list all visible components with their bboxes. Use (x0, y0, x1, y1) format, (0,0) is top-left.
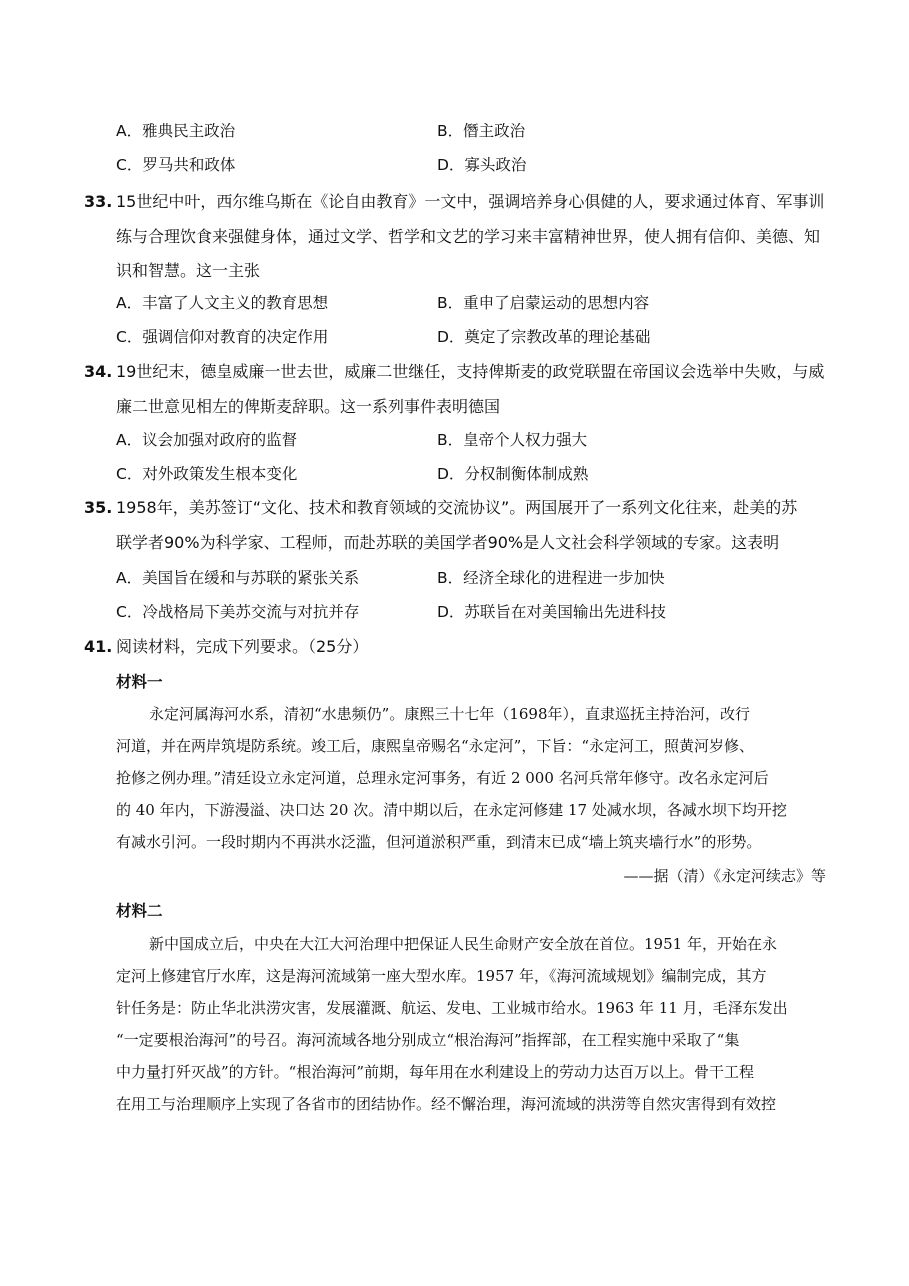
material-1-line-4: 的 40 年内，下游漫溢、决口达 20 次。清中期以后，在永定河修建 17 处减水坝，各减水坝下均开挖 (116, 801, 787, 819)
material-2-line-1: 新中国成立后，中央在大江大河治理中把保证人民生命财产安全放在首位。1951 年，开始在永 (149, 935, 777, 953)
q34-option-d[interactable]: D．分权制衡体制成熟 (437, 465, 589, 483)
material-2-line-3: 针任务是：防止华北洪涝灾害，发展灌溉、航运、发电、工业城市给水。1963 年 11 月，毛泽东发出 (116, 999, 788, 1017)
q34-number: 34. (84, 362, 113, 381)
q35-option-b[interactable]: B．经济全球化的进程进一步加快 (437, 569, 665, 587)
q32-option-a[interactable]: A．雅典民主政治 (116, 122, 236, 140)
material-1-source: ——据（清）《永定河续志》等 (623, 867, 826, 885)
q35-option-a[interactable]: A．美国旨在缓和与苏联的紧张关系 (116, 569, 360, 587)
material-1-line-5: 有减水引河。一段时期内不再洪水泛滥，但河道淤积严重，到清末已成“墙上筑夹墙行水”的形势。 (116, 833, 762, 851)
q33-number: 33. (84, 192, 113, 211)
material-2-line-2: 定河上修建官厅水库，这是海河流域第一座大型水库。1957 年，《海河流域规划》编制完成，其方 (116, 967, 767, 985)
q41-number: 41. (84, 637, 113, 656)
q32-option-d[interactable]: D．寡头政治 (437, 156, 527, 174)
q41-stem: 阅读材料，完成下列要求。（25分） (116, 637, 369, 656)
q34-option-b[interactable]: B．皇帝个人权力强大 (437, 431, 588, 449)
q35-stem-line-2: 联学者90%为科学家、工程师，而赴苏联的美国学者90%是人文社会科学领域的专家。这表明 (116, 533, 780, 552)
q34-option-a[interactable]: A．议会加强对政府的监督 (116, 431, 298, 449)
material-2-line-5: 中力量打歼灭战”的方针。“根治海河”前期，每年用在水利建设上的劳动力达百万以上。骨干工程 (116, 1063, 755, 1081)
q33-stem-line-3: 识和智慧。这一主张 (116, 261, 261, 280)
q35-option-c[interactable]: C．冷战格局下美苏交流与对抗并存 (116, 603, 360, 621)
q34-option-c[interactable]: C．对外政策发生根本变化 (116, 465, 298, 483)
q33-option-c[interactable]: C．强调信仰对教育的决定作用 (116, 328, 329, 346)
material-2-line-4: “一定要根治海河”的号召。海河流域各地分别成立“根治海河”指挥部，在工程实施中采取了“集 (116, 1031, 740, 1049)
q33-option-d[interactable]: D．奠定了宗教改革的理论基础 (437, 328, 651, 346)
q34-stem-line-2: 廉二世意见相左的俾斯麦辞职。这一系列事件表明德国 (116, 397, 501, 416)
q35-option-d[interactable]: D．苏联旨在对美国输出先进科技 (437, 603, 666, 621)
q32-option-c[interactable]: C．罗马共和政体 (116, 156, 236, 174)
material-1-heading: 材料一 (116, 673, 163, 691)
q32-option-b[interactable]: B．僭主政治 (437, 122, 526, 140)
material-2-heading: 材料二 (116, 902, 163, 920)
material-1-line-1: 永定河属海河水系，清初“水患频仍”。康熙三十七年（1698年），直隶巡抚主持治河，改行 (149, 705, 751, 723)
q35-number: 35. (84, 498, 113, 517)
q33-stem-line-1: 15世纪中叶，西尔维乌斯在《论自由教育》一文中，强调培养身心俱健的人，要求通过体育、军事训 (116, 192, 825, 211)
material-1-line-3: 抢修之例办理。”清廷设立永定河道，总理永定河事务，有近 2 000 名河兵常年修守。改名永定河后 (116, 769, 769, 787)
material-2-line-6: 在用工与治理顺序上实现了各省市的团结协作。经不懈治理，海河流域的洪涝等自然灾害得到有效控 (116, 1095, 777, 1113)
q35-stem-line-1: 1958年，美苏签订“文化、技术和教育领域的交流协议”。两国展开了一系列文化往来，赴美的苏 (116, 498, 798, 517)
material-1-line-2: 河道，并在两岸筑堤防系统。竣工后，康熙皇帝赐名“永定河”，下旨：“永定河工，照黄河岁修、 (116, 737, 755, 755)
q33-option-b[interactable]: B．重申了启蒙运动的思想内容 (437, 294, 650, 312)
q33-option-a[interactable]: A．丰富了人文主义的教育思想 (116, 294, 329, 312)
q34-stem-line-1: 19世纪末，德皇威廉一世去世，威廉二世继任，支持俾斯麦的政党联盟在帝国议会选举中失败，与威 (116, 362, 825, 381)
q33-stem-line-2: 练与合理饮食来强健身体，通过文学、哲学和文艺的学习来丰富精神世界，使人拥有信仰、美德、知 (116, 227, 821, 246)
